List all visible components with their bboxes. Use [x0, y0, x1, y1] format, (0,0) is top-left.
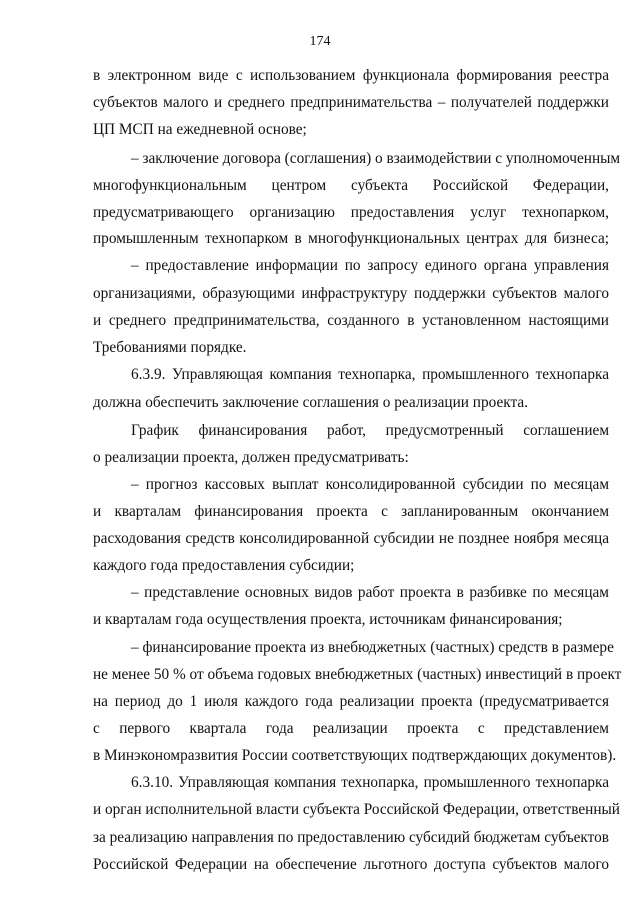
text-line: и среднего предпринимательства, созданного в установленном настоящими [93, 312, 609, 329]
section-heading-6-3-10: 6.3.10. Управляющая компания технопарка, промышленного технопарка [131, 774, 609, 791]
text-line: организациями, образующими инфраструктуру поддержки субъектов малого [93, 285, 609, 302]
text-line: ЦП МСП на ежедневной основе; [93, 121, 307, 138]
text-line: в электронном виде с использованием функционала формирования реестра [93, 67, 609, 84]
text-line: График финансирования работ, предусмотренный соглашением [131, 422, 609, 439]
text-line: многофункциональным центром субъекта Российской Федерации, [93, 177, 609, 194]
text-line: о реализации проекта, должен предусматривать: [93, 449, 409, 466]
text-line: должна обеспечить заключение соглашения о реализации проекта. [93, 394, 528, 411]
text-line: Требованиями порядке. [93, 339, 247, 356]
text-line: – финансирование проекта из внебюджетных (частных) средств в размере [131, 639, 614, 656]
text-line: каждого года предоставления субсидии; [93, 557, 355, 574]
text-line: промышленным технопарком в многофункциональных центрах для бизнеса; [93, 230, 609, 247]
text-line: – прогноз кассовых выплат консолидированной субсидии по месяцам [131, 476, 609, 493]
text-line: не менее 50 % от объема годовых внебюджетных (частных) инвестиций в проект [93, 666, 622, 683]
text-line: с первого квартала года реализации проекта с представлением [93, 720, 609, 737]
text-line: расходования средств консолидированной субсидии не позднее ноября месяца [93, 530, 609, 547]
text-line: и кварталам финансирования проекта с запланированным окончанием [93, 503, 609, 520]
text-line: – представление основных видов работ проекта в разбивке по месяцам [131, 584, 609, 601]
text-line: в Минэкономразвития России соответствующих подтверждающих документов). [93, 747, 617, 764]
text-line: на период до 1 июля каждого года реализации проекта (предусматривается [93, 693, 609, 710]
text-line: субъектов малого и среднего предпринимательства – получателей поддержки [93, 94, 609, 111]
page-number: 174 [309, 34, 331, 49]
text-line: предусматривающего организацию предоставления услуг технопарком, [93, 204, 609, 221]
section-heading-6-3-9: 6.3.9. Управляющая компания технопарка, промышленного технопарка [131, 366, 609, 383]
text-line: и кварталам года осуществления проекта, источникам финансирования; [93, 611, 563, 628]
text-line: – заключение договора (соглашения) о взаимодействии с уполномоченным [131, 150, 621, 167]
text-line: – предоставление информации по запросу единого органа управления [131, 257, 609, 274]
text-line: и орган исполнительной власти субъекта Российской Федерации, ответственный [93, 801, 620, 818]
text-line: за реализацию направления по предоставлению субсидий бюджетам субъектов [93, 829, 610, 846]
text-line: Российской Федерации на обеспечение льготного доступа субъектов малого [93, 856, 609, 873]
